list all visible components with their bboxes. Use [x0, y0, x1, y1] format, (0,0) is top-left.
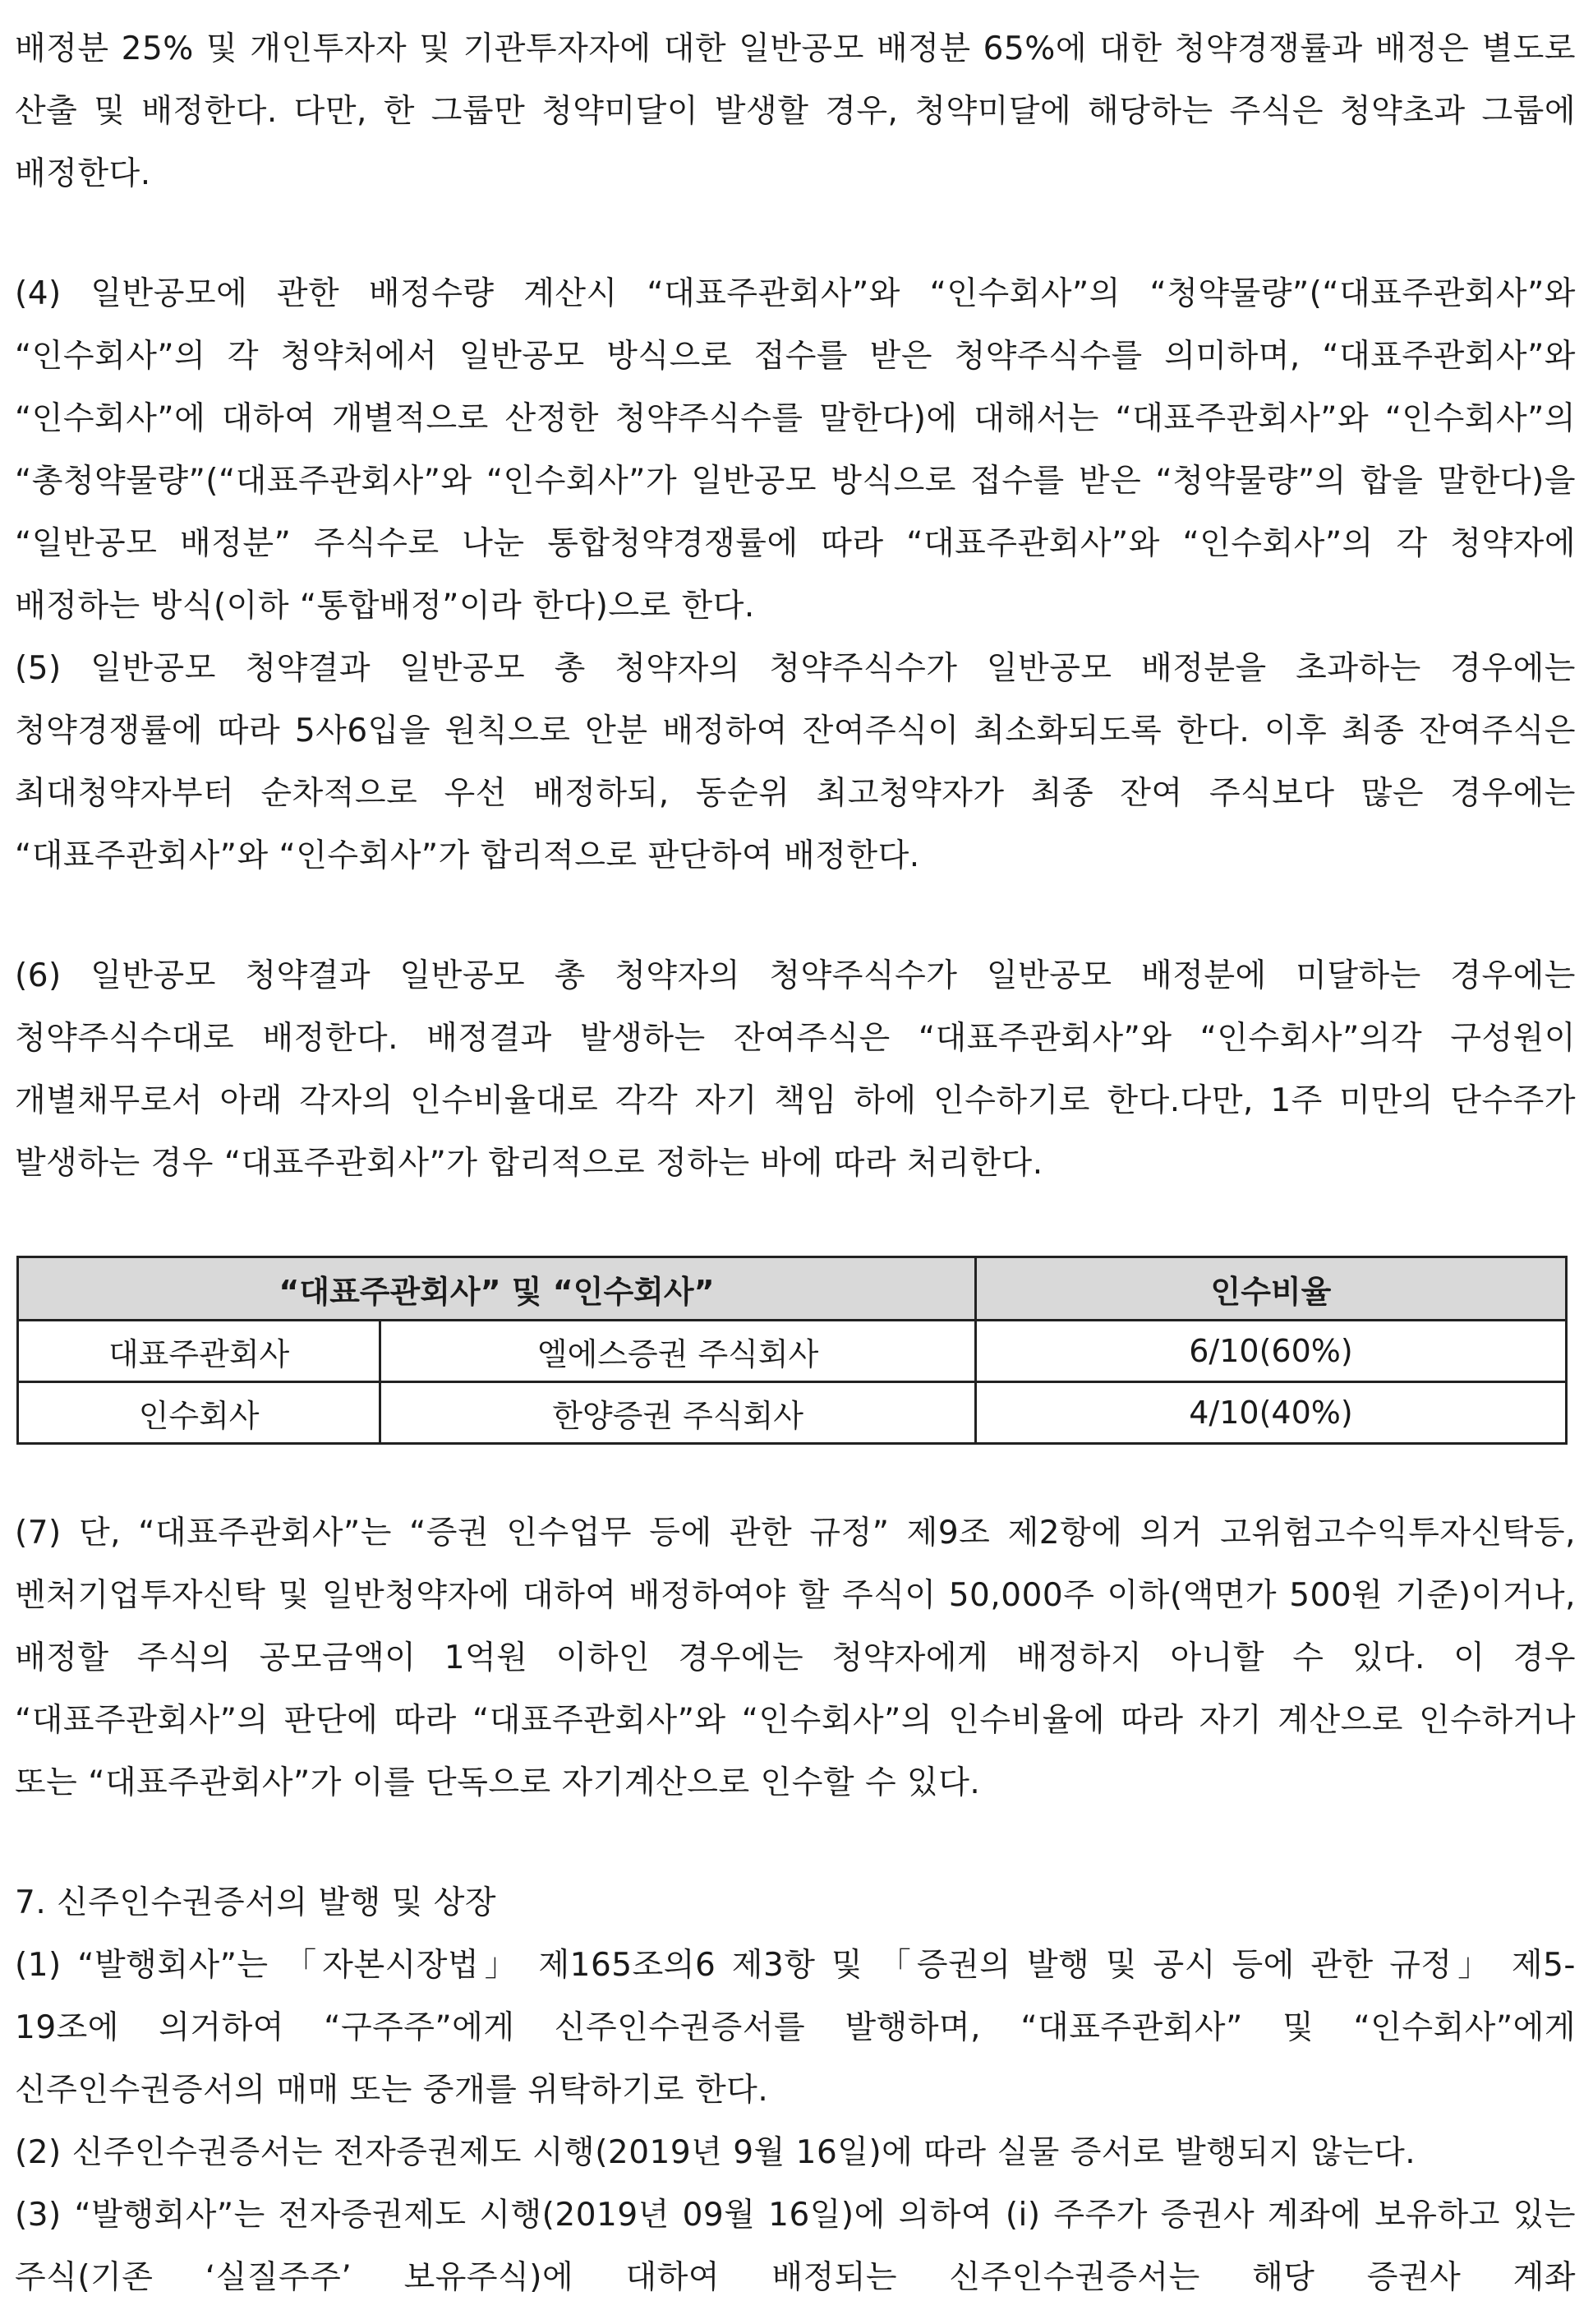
- table-header-row: [18, 1257, 1567, 1321]
- spacer: [15, 205, 1576, 263]
- spacer: [15, 1445, 1576, 1502]
- section-7-title: 7. 신주인수권증서의 발행 및 상장: [15, 1884, 497, 1921]
- row-company: 엘에스증권 주식회사: [380, 1321, 976, 1382]
- row-company: 한양증권 주식회사: [380, 1382, 976, 1444]
- spacer: [15, 888, 1576, 945]
- spacer: [15, 1195, 1576, 1256]
- section-7-item-2: (2) 신주인수권증서는 전자증권제도 시행(2019년 9월 16일)에 따라 실물 증서로 발행되지 않는다.: [15, 2134, 1416, 2171]
- paragraph-intro: 배정분 25% 및 개인투자자 및 기관투자자에 대한 일반공모 배정분 65%에 대한 청약경쟁률과 배정은 별도로 산출 및 배정한다. 다만, 한 그룹만 청약미달이 발생할 경우, 청약미달에 해당하는 주식은 청약초과 그룹에 배정한다.: [15, 30, 1576, 192]
- spacer: [15, 1814, 1576, 1872]
- section-7-item-1: (1) “발행회사”는 「자본시장법」 제165조의6 제3항 및 「증권의 발행 및 공시 등에 관한 규정」 제5-19조에 의거하여 “구주주”에게 신주인수권증서를 발행하며, “대표주관회사” 및 “인수회사”에게 신주인수권증서의 매매 또는 중개를 위탁하기로 한다.: [15, 1947, 1576, 2109]
- row-role: 인수회사: [18, 1382, 380, 1444]
- table-row: [18, 1321, 1567, 1382]
- underwriting-ratio-table: [16, 1256, 1568, 1445]
- paragraph-4: (4) 일반공모에 관한 배정수량 계산시 “대표주관회사”와 “인수회사”의 “청약물량”(“대표주관회사”와 “인수회사”의 각 청약처에서 일반공모 방식으로 접수를 받은 청약주식수를 의미하며, “대표주관회사”와 “인수회사”에 대하여 개별적으로 산정한 청약주식수를 말한다)에 대해서는 “대표주관회사”와 “인수회사”의 “총청약물량”(“대표주관회사”와 “인수회사”가 일반공모 방식으로 접수를 받은 “청약물량”의 합을 말한다)을 “일반공모 배정분” 주식수로 나눈 통합청약경쟁률에 따라 “대표주관회사”와 “인수회사”의 각 청약자에 배정하는 방식(이하 “통합배정”이라 한다)으로 한다.: [15, 275, 1576, 625]
- section-7-item-3: (3) “발행회사”는 전자증권제도 시행(2019년 09월 16일)에 의하여 (i) 주주가 증권사 계좌에 보유하고 있는 주식(기존 ‘실질주주’ 보유주식)에 대하여 배정되는 신주인수권증서는 해당 증권사 계좌: [15, 2197, 1576, 2296]
- header-ratio: 인수비율: [975, 1257, 1566, 1321]
- row-ratio: 4/10(40%): [975, 1382, 1566, 1444]
- paragraph-5: (5) 일반공모 청약결과 일반공모 총 청약자의 청약주식수가 일반공모 배정분을 초과하는 경우에는 청약경쟁률에 따라 5사6입을 원칙으로 안분 배정하여 잔여주식이 최소화되도록 한다. 이후 최종 잔여주식은 최대청약자부터 순차적으로 우선 배정하되, 동순위 최고청약자가 최종 잔여 주식보다 많은 경우에는 “대표주관회사”와 “인수회사”가 합리적으로 판단하여 배정한다.: [15, 650, 1576, 874]
- paragraph-6: (6) 일반공모 청약결과 일반공모 총 청약자의 청약주식수가 일반공모 배정분에 미달하는 경우에는 청약주식수대로 배정한다. 배정결과 발생하는 잔여주식은 “대표주관회사”와 “인수회사”의각 구성원이 개별채무로서 아래 각자의 인수비율대로 각각 자기 책임 하에 인수하기로 한다.다만, 1주 미만의 단수주가 발생하는 경우 “대표주관회사”가 합리적으로 정하는 바에 따라 처리한다.: [15, 957, 1576, 1182]
- table-row: [18, 1382, 1567, 1444]
- header-party: “대표주관회사” 및 “인수회사”: [18, 1257, 976, 1321]
- document-page: [15, 18, 1576, 2309]
- paragraph-7: (7) 단, “대표주관회사”는 “증권 인수업무 등에 관한 규정” 제9조 제2항에 의거 고위험고수익투자신탁등, 벤처기업투자신탁 및 일반청약자에 대하여 배정하여야 할 주식이 50,000주 이하(액면가 500원 기준)이거나, 배정할 주식의 공모금액이 1억원 이하인 경우에는 청약자에게 배정하지 아니할 수 있다. 이 경우 “대표주관회사”의 판단에 따라 “대표주관회사”와 “인수회사”의 인수비율에 따라 자기 계산으로 인수하거나 또는 “대표주관회사”가 이를 단독으로 자기계산으로 인수할 수 있다.: [15, 1515, 1576, 1801]
- row-role: 대표주관회사: [18, 1321, 380, 1382]
- row-ratio: 6/10(60%): [975, 1321, 1566, 1382]
